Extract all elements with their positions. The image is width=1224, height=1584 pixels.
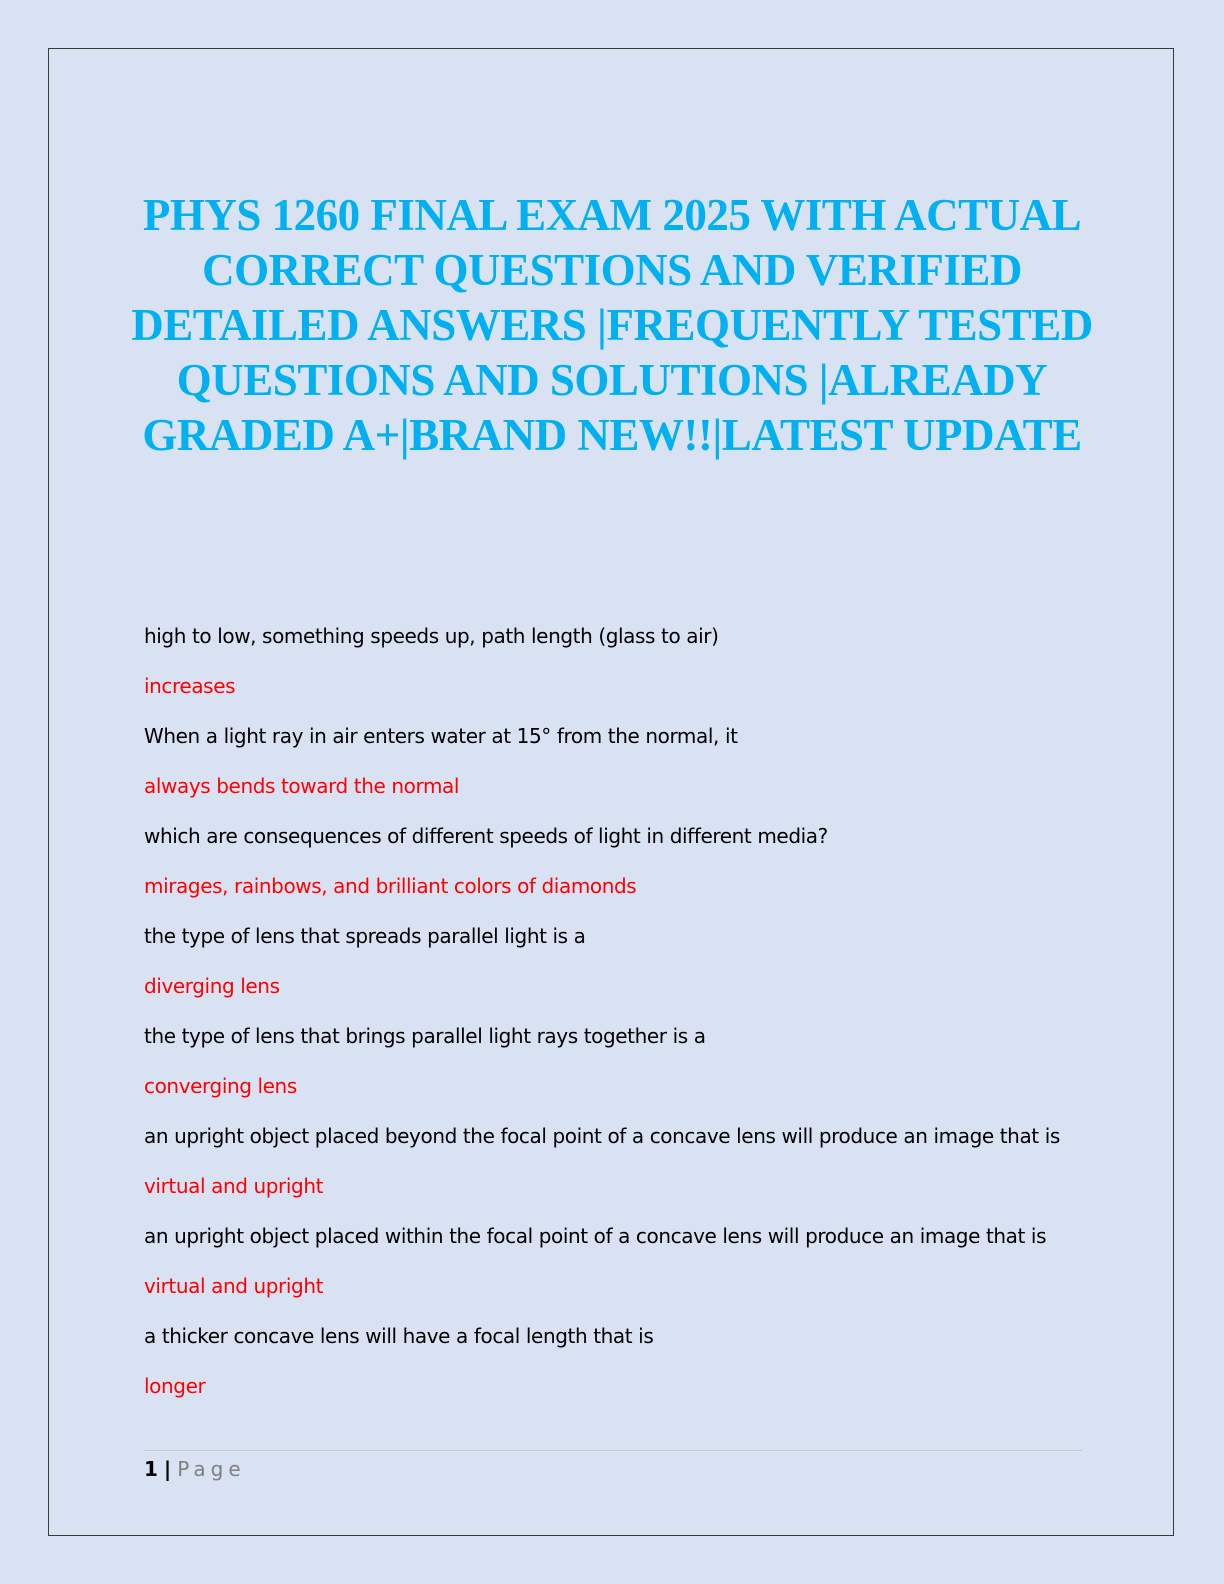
answer-6: virtual and upright bbox=[144, 1174, 324, 1198]
footer-divider bbox=[144, 1450, 1082, 1451]
answer-1: increases bbox=[144, 674, 236, 698]
question-7: an upright object placed within the focal point of a concave lens will produce an image that is bbox=[144, 1224, 1047, 1248]
qa-list bbox=[144, 616, 1094, 1416]
question-4: the type of lens that spreads parallel light is a bbox=[144, 924, 586, 948]
answer-5: converging lens bbox=[144, 1074, 297, 1098]
answer-8: longer bbox=[144, 1374, 206, 1398]
document-title: PHYS 1260 FINAL EXAM 2025 WITH ACTUAL CORRECT QUESTIONS AND VERIFIED DETAILED ANSWERS |FREQUENTLY TESTED QUESTIONS AND SOLUTIONS |ALREADY GRADED A+|BRAND NEW!!|LATEST UPDATE bbox=[131, 190, 1093, 460]
question-1: high to low, something speeds up, path length (glass to air) bbox=[144, 624, 719, 648]
answer-3: mirages, rainbows, and brilliant colors of diamonds bbox=[144, 874, 637, 898]
question-8: a thicker concave lens will have a focal length that is bbox=[144, 1324, 654, 1348]
question-6: an upright object placed beyond the focal point of a concave lens will produce an image that is bbox=[144, 1124, 1060, 1148]
answer-2: always bends toward the normal bbox=[144, 774, 460, 798]
page-word: Page bbox=[177, 1457, 246, 1481]
question-5: the type of lens that brings parallel light rays together is a bbox=[144, 1024, 706, 1048]
question-2: When a light ray in air enters water at 15° from the normal, it bbox=[144, 724, 738, 748]
answer-4: diverging lens bbox=[144, 974, 280, 998]
answer-7: virtual and upright bbox=[144, 1274, 324, 1298]
page-separator: | bbox=[163, 1457, 172, 1481]
page-footer bbox=[144, 1455, 246, 1483]
page-number: 1 bbox=[144, 1457, 158, 1481]
question-3: which are consequences of different speeds of light in different media? bbox=[144, 824, 828, 848]
